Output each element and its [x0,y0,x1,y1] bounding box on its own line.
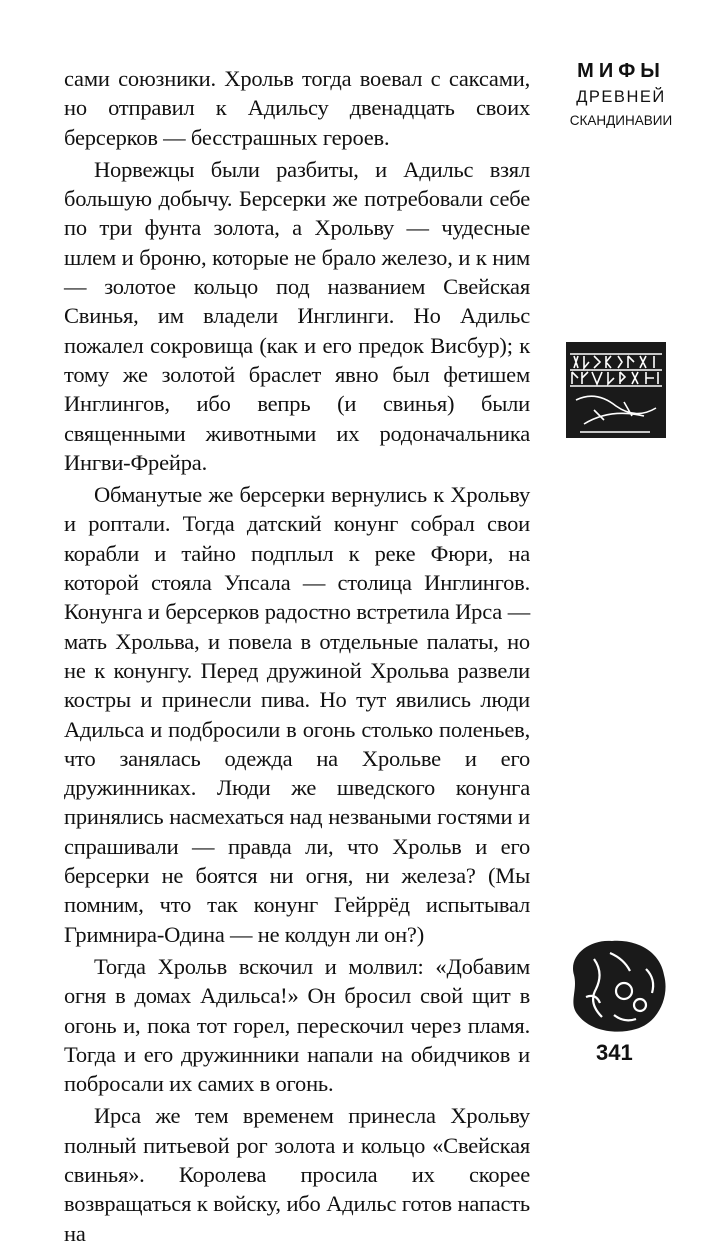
header-line-2: ДРЕВНЕЙ [576,88,666,106]
runestone-illustration [564,340,668,440]
running-header [566,58,676,132]
header-line-3: СКАНДИНАВИИ [569,113,673,128]
page-number: 341 [596,1040,633,1065]
header-line-1: МИФЫ [577,60,665,82]
paragraph: Ирса же тем временем принесла Хрольву полный питьевой рог золота и кольцо «Свейская свинья». Королева просила их скорее возвращаться к войску, ибо Адильс готов напасть на [64,1103,530,1246]
paragraph: сами союзники. Хрольв тогда воевал с саксами, но отправил к Адильсу двенадцать своих берсерков — бесстрашных героев. [64,66,530,150]
paragraph: Норвежцы были разбиты, и Адильс взял большую добычу. Берсерки же потребовали себе по три фунта золота, а Хрольву — чудесные шлем и броню, которые не брало железо, и к ним — золотое кольцо под названием Свейская Свинья, им владели Инглинги. Но Адильс пожалел сокровища (как и его предок Висбур); к тому же золотой браслет явно был фетишем Инглингов, ибо вепрь (и свинья) были священными животными их родоначальника Ингви-Фрейра. [64,156,530,475]
body-text [64,64,530,1248]
paragraph: Тогда Хрольв вскочил и молвил: «Добавим огня в домах Адильса!» Он бросил свой щит в огонь и, пока тот горел, перескочил через пламя. Тогда и его дружинники напали на обидчиков и побросали их самих в огонь. [64,953,530,1097]
paragraph: Обманутые же берсерки вернулись к Хрольву и роптали. Тогда датский конунг собрал свои корабли и тайно подплыл к реке Фюри, на которой стояла Упсала — столица Инглингов. Конунга и берсерков радостно встретила Ирса — мать Хрольва, и повела в отдельные палаты, но не к конунгу. Перед дружиной Хрольва развели костры и принесли пива. Но тут явились люди Адильса и подбросили в огонь столько поленьев, что занялась одежда на Хрольве и его дружинниках. Люди же шведского конунга принялись насмехаться над незваными гостями и спрашивали — правда ли, что Хрольв и его берсерки не боятся ни огня, ни железа? (Мы помним, что так конунг Гейррёд испытывал Гримнира-Одина — не колдун ли он?) [64,482,530,947]
carved-ornament-illustration [560,935,672,1035]
